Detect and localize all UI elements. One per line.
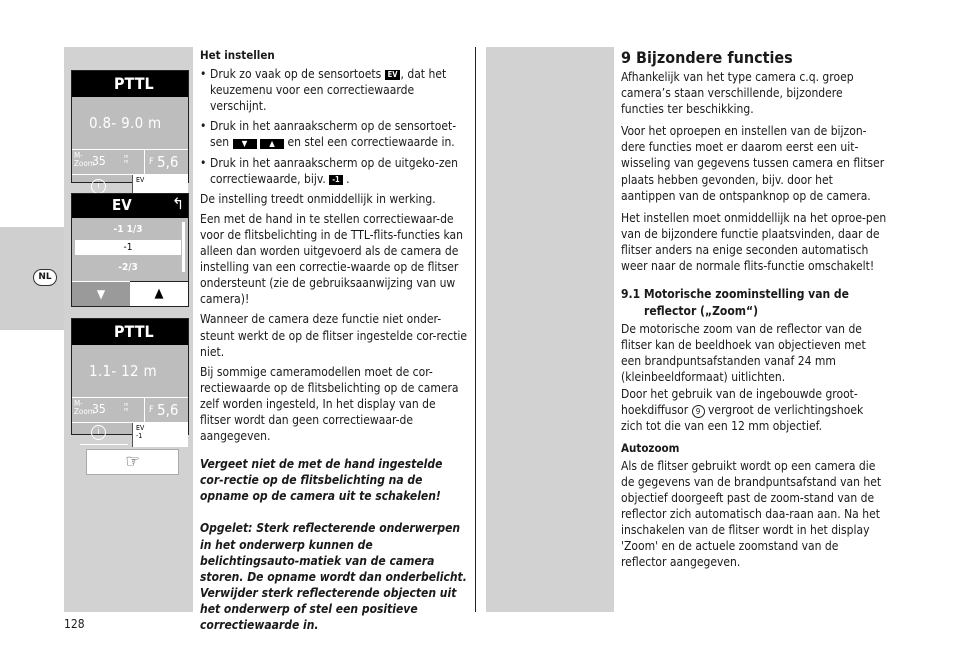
lcd-zoom-row [72, 149, 188, 174]
zoom-label-m: M- [74, 151, 83, 160]
lcd-bottom-row [72, 422, 188, 447]
ev-value: -1 [136, 432, 143, 440]
paragraph: Wanneer de camera deze functie niet onder-steunt werkt de op de flitser ingestelde cor-rectie niet. [200, 312, 468, 359]
grey-margin-column [486, 47, 614, 612]
ev-tag: EV [136, 424, 145, 432]
f-label: F [149, 405, 154, 415]
paragraph: Door het gebruik van de ingebouwde groot-hoekdiffusor 9 vergroot de verlichtingshoek zich tot die van een 12 mm objectief. [621, 386, 864, 433]
ev-key-icon: EV [385, 70, 401, 80]
mm-unit: m m [124, 402, 129, 413]
zoom-label: Zoom [74, 159, 95, 168]
hand-pointer-icon: ☞ [86, 449, 179, 475]
caution-note: Opgelet: Sterk reflecterende onderwerpen in het onderwerp kunnen de belichtingsauto-matiek van de camera storen. De opname wordt dan onderbelicht. Verwijder sterk reflecterende objecten uit het onderwerp of stel een positieve correctiewaarde in. [200, 521, 467, 632]
section-heading: Het instellen [200, 48, 275, 62]
ev-down-button[interactable]: ▼ [72, 281, 130, 306]
special-functions-column [621, 47, 887, 577]
down-key-icon: ▼ [233, 139, 257, 149]
f-value: 5,6 [157, 401, 179, 419]
info-icon: i [91, 179, 106, 194]
callout-number-icon: 9 [692, 405, 705, 418]
lcd-range-value: 1.1- 12 m [89, 362, 157, 380]
ev-cell[interactable] [132, 423, 188, 447]
steps-list [200, 66, 468, 187]
back-icon[interactable]: ↰ [171, 194, 184, 213]
lcd-range-value: 0.8- 9.0 m [89, 114, 162, 132]
language-badge: NL [33, 269, 57, 286]
ev-title: EV [112, 196, 132, 214]
lcd-display-pttl-2 [71, 318, 189, 440]
subsection-title: 9.1 Motorische zoominstelling van de reflector („Zoom“) [621, 287, 849, 318]
lcd-zoom-cell [72, 398, 144, 422]
lcd-aperture-cell [144, 398, 188, 422]
zoom-label-m: M- [74, 399, 83, 408]
paragraph: Als de flitser gebruikt wordt op een camera die de gegevens van de brandpuntsafstand van het objectief doorgeeft past de zoom-stand van de reflector zich automatisch daa-raan aan. Na het inschakelen van de flitser wordt in het display 'Zoom' en de actuele zoomstand van de reflector aangegeven. [621, 458, 882, 570]
lcd-display-pttl-1 [71, 70, 189, 191]
ev-up-button[interactable]: ▲ [130, 281, 188, 306]
column-divider [475, 47, 476, 612]
lcd-zoom-row [72, 397, 188, 422]
paragraph: Voor het oproepen en instellen van de bijzon-dere functies moet er daarom eerst een uit-wisseling van gegevens tussen camera en flitser plaats hebben gevonden, bijv. door het aantippen van de ontspanknop op de camera. [621, 124, 885, 203]
f-label: F [149, 157, 154, 167]
ev-option[interactable]: -1 1/3 [113, 224, 143, 235]
underline-bar [80, 444, 128, 445]
ev-tag: EV [136, 176, 145, 184]
paragraph: De motorische zoom van de reflector van de flitser kan de beeldhoek van objectieven met een brandpuntsafstanden vanaf 24 mm (kleinbeeldformaat) uitlichten. [621, 322, 866, 385]
value-chip-icon: -1 [329, 175, 343, 185]
ev-option-selected[interactable]: -1 [75, 240, 181, 255]
up-key-icon: ▲ [260, 139, 284, 149]
info-icon: i [91, 425, 106, 440]
lcd-zoom-cell [72, 150, 144, 174]
info-button[interactable] [72, 423, 132, 447]
paragraph: De instelling treedt onmiddellijk in werking. [200, 191, 436, 206]
ev-option[interactable]: -2/3 [118, 262, 138, 273]
paragraph: Bij sommige cameramodellen moet de cor-rectiewaarde op de flitsbelichting op de camera zelf worden ingesteld, In het display van de flitser wordt dan geen correctiewaar-de aangegeven. [200, 364, 459, 444]
ev-scrollbar[interactable] [182, 222, 185, 272]
ev-header [72, 194, 188, 218]
warning-note: Vergeet niet de met de hand ingestelde cor-rectie op de flitsbelichting na de opname op de camera uit te schakelen! [200, 457, 443, 504]
ev-correction-panel [71, 193, 189, 307]
instructions-column [200, 47, 468, 649]
section-title: 9 Bijzondere functies [621, 48, 793, 67]
mm-unit: m m [124, 154, 129, 165]
zoom-value: 35 [92, 154, 106, 168]
paragraph: Een met de hand in te stellen correctiewaar-de voor de flitsbelichting in de TTL-flits-functies kan alleen dan worden uitgevoerd als de camera de instelling van een correctie-waarde op de flitser ondersteunt (zie de gebruiksaanwijzing van uw camera)! [200, 211, 463, 307]
zoom-value: 35 [92, 402, 106, 416]
list-item: • Druk in het aanraakscherm op de sensortoet-sen ▼ ▲ en stel een correctiewaarde in. [200, 118, 468, 150]
lcd-aperture-cell [144, 150, 188, 174]
f-value: 5,6 [157, 153, 179, 171]
list-item: • Druk in het aanraakscherm op de uitgeko-zen correctiewaarde, bijv. -1 . [200, 155, 468, 187]
lcd-mode-label: PTTL [72, 319, 188, 345]
paragraph: Afhankelijk van het type camera c.q. groep camera’s staan verschillende, bijzondere functies ter beschikking. [621, 70, 854, 117]
zoom-label: Zoom [74, 407, 95, 416]
lcd-mode-label: PTTL [72, 71, 188, 97]
page-number: 128 [64, 617, 85, 631]
list-item: • Druk zo vaak op de sensortoets EV , dat het keuzemenu voor een correctiewaarde verschijnt. [200, 66, 468, 114]
subheading-autozoom: Autozoom [621, 440, 680, 455]
paragraph: Het instellen moet onmiddellijk na het oproe-pen van de bijzondere functie plaatsvinden, daar de flitser anders na enige seconden automatisch weer naar de normale flits-functie omschakelt! [621, 210, 887, 274]
